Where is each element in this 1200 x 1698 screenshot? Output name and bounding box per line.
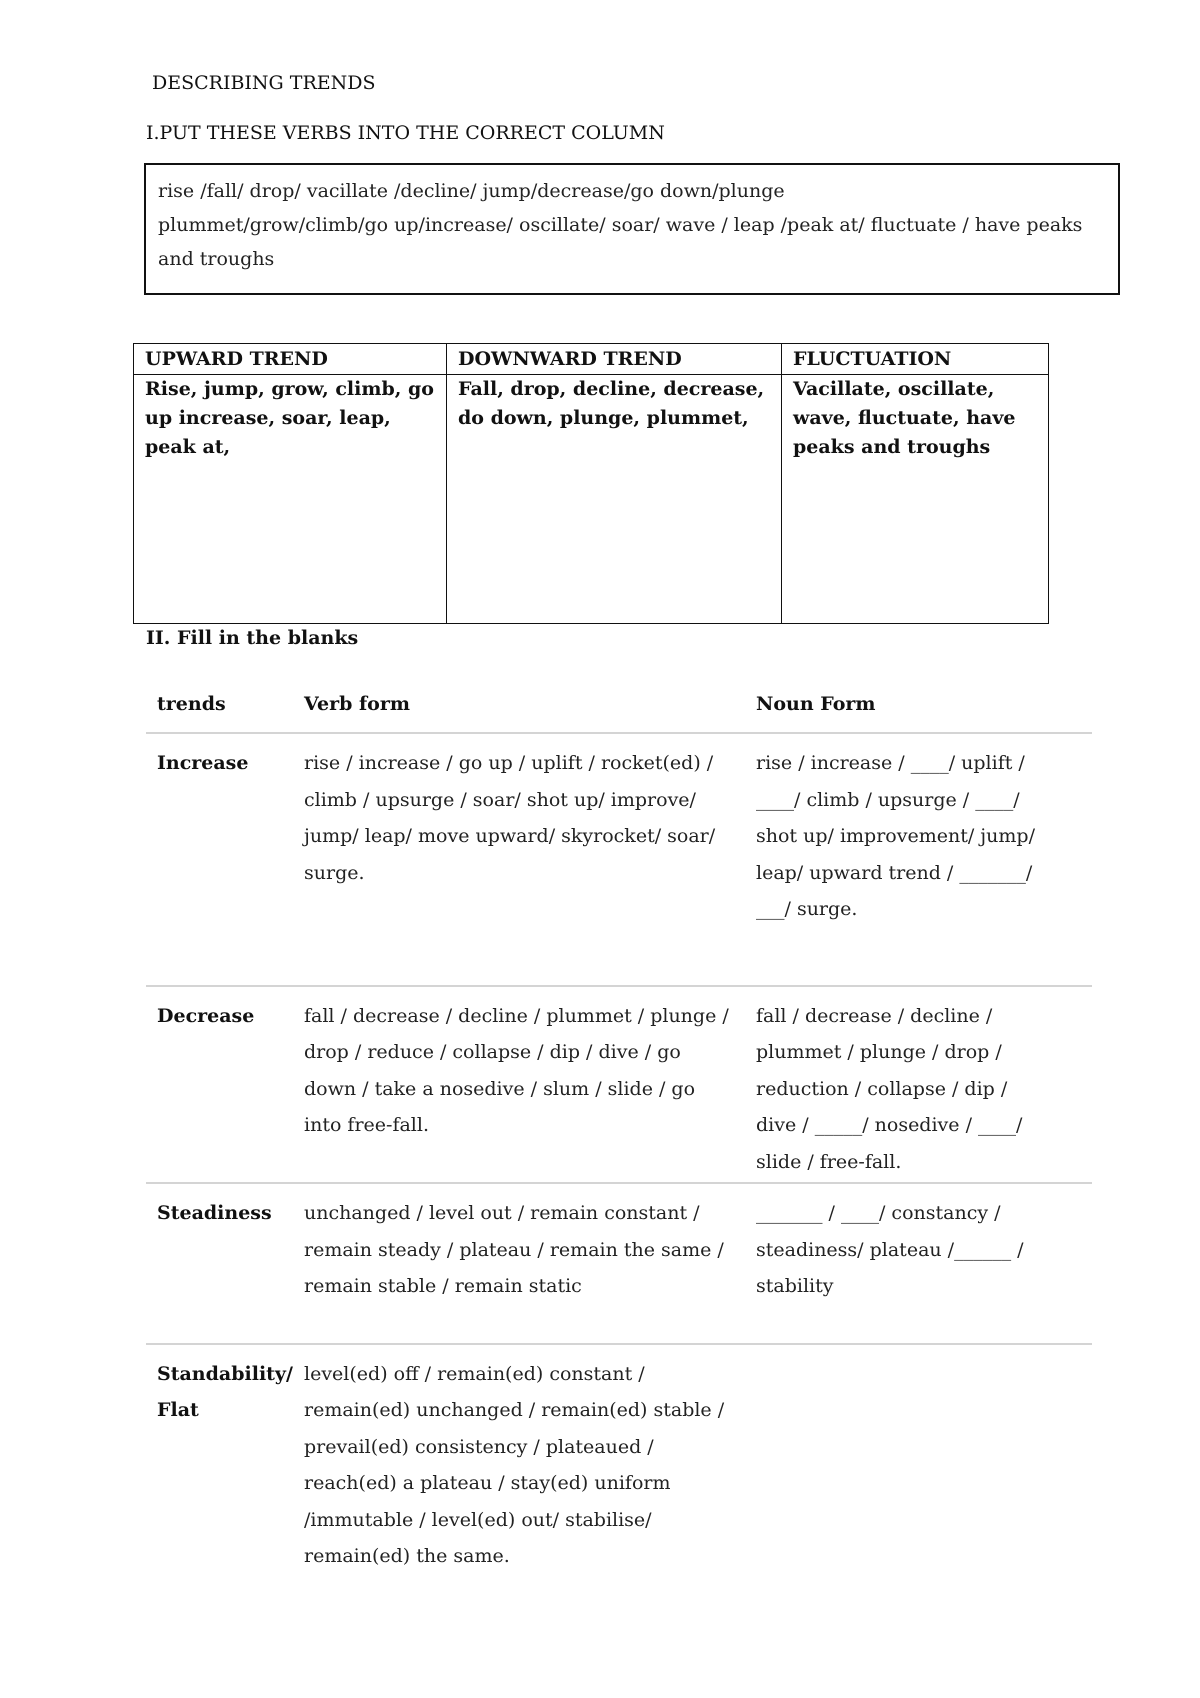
verb-form-cell — [304, 998, 756, 1181]
cell-line: /immutable / level(ed) out/ stabilise/ — [304, 1508, 652, 1531]
cell-line: climb / upsurge / soar/ shot up/ improve/ — [304, 788, 696, 811]
verb-form-cell — [304, 1356, 756, 1575]
cell-line: reach(ed) a plateau / stay(ed) uniform — [304, 1472, 671, 1494]
downward-trend-cell: Fall, drop, decline, decrease, do down, plunge, plummet, — [447, 375, 782, 624]
cell-line: reduction / collapse / dip / — [756, 1077, 1008, 1100]
cell-line: ___/ surge. — [756, 898, 858, 920]
cell-line: level(ed) off / remain(ed) constant / — [304, 1362, 645, 1385]
cell-line: remain(ed) unchanged / remain(ed) stable / — [304, 1399, 725, 1421]
verb-form-cell — [304, 1195, 756, 1305]
cell-line: remain steady / plateau / remain the same / — [304, 1238, 724, 1261]
cell-line: prevail(ed) consistency / plateaued / — [304, 1435, 654, 1458]
cell-line: ____/ climb / upsurge / ____/ — [756, 788, 1020, 811]
trend-cell — [146, 745, 304, 928]
trend-cell — [146, 998, 304, 1181]
noun-form-cell — [756, 745, 1092, 928]
cell-line: Standability/ — [157, 1362, 293, 1385]
fluctuation-cell: Vacillate, oscillate, wave, fluctuate, have peaks and troughs — [782, 375, 1049, 624]
cell-line: rise / increase / go up / uplift / rocket(ed) / — [304, 752, 714, 774]
fluctuation-header: FLUCTUATION — [782, 344, 1049, 375]
table-row — [146, 734, 1092, 987]
verb-form-cell — [304, 745, 756, 928]
upward-trend-cell: Rise, jump, grow, climb, go up increase, soar, leap, peak at, — [134, 375, 447, 624]
table-row — [146, 1345, 1092, 1575]
noun-form-header: Noun Form — [756, 693, 876, 715]
cell-line: Decrease — [157, 1004, 255, 1027]
cell-line: steadiness/ plateau /______ / — [756, 1238, 1024, 1261]
cell-line: _______ / ____/ constancy / — [756, 1202, 1001, 1224]
cell-line: shot up/ improvement/ jump/ — [756, 825, 1035, 847]
fill-blanks-header-row — [146, 686, 1092, 734]
trends-header: trends — [157, 693, 226, 715]
cell-line: leap/ upward trend / _______/ — [756, 861, 1033, 884]
upward-trend-header: UPWARD TREND — [134, 344, 447, 375]
trend-cell — [146, 1195, 304, 1305]
cell-line: remain stable / remain static — [304, 1275, 582, 1297]
cell-line: fall / decrease / decline / plummet / plunge / — [304, 1004, 729, 1027]
cell-line: Steadiness — [157, 1202, 272, 1224]
noun-form-cell — [756, 998, 1092, 1181]
section-2-heading: II. Fill in the blanks — [146, 627, 359, 649]
cell-line: fall / decrease / decline / — [756, 1004, 993, 1027]
trend-columns-table — [133, 343, 1049, 624]
cell-line: Increase — [157, 752, 249, 774]
cell-line: stability — [756, 1275, 834, 1297]
verb-form-header: Verb form — [304, 693, 410, 715]
verb-list-line: rise /fall/ drop/ vacillate /decline/ jump/decrease/go down/plunge — [158, 180, 785, 202]
cell-line: rise / increase / ____/ uplift / — [756, 752, 1025, 774]
cell-line: drop / reduce / collapse / dip / dive / go — [304, 1041, 681, 1063]
cell-line: slide / free-fall. — [756, 1150, 902, 1173]
table-row — [146, 1184, 1092, 1345]
cell-line: down / take a nosedive / slum / slide / go — [304, 1077, 696, 1100]
noun-form-cell — [756, 1195, 1092, 1305]
table-row — [146, 987, 1092, 1185]
cell-line: remain(ed) the same. — [304, 1545, 510, 1567]
cell-line: dive / _____/ nosedive / ____/ — [756, 1114, 1023, 1136]
verb-list-line: and troughs — [158, 248, 275, 270]
noun-form-cell — [756, 1356, 1092, 1575]
fill-blanks-table — [146, 686, 1092, 1575]
trend-cell — [146, 1356, 304, 1575]
cell-line: Flat — [157, 1399, 199, 1421]
cell-line: plummet / plunge / drop / — [756, 1041, 1002, 1063]
cell-line: unchanged / level out / remain constant / — [304, 1202, 700, 1224]
cell-line: jump/ leap/ move upward/ skyrocket/ soar/ — [304, 825, 716, 847]
cell-line: into free-fall. — [304, 1114, 430, 1136]
cell-line: surge. — [304, 861, 365, 884]
section-1-heading: I.PUT THESE VERBS INTO THE CORRECT COLUMN — [146, 122, 665, 144]
verb-list-box — [144, 163, 1120, 295]
page-title: DESCRIBING TRENDS — [152, 72, 376, 94]
verb-list-line: plummet/grow/climb/go up/increase/ oscillate/ soar/ wave / leap /peak at/ fluctuate / have peaks — [158, 214, 1083, 236]
downward-trend-header: DOWNWARD TREND — [447, 344, 782, 375]
